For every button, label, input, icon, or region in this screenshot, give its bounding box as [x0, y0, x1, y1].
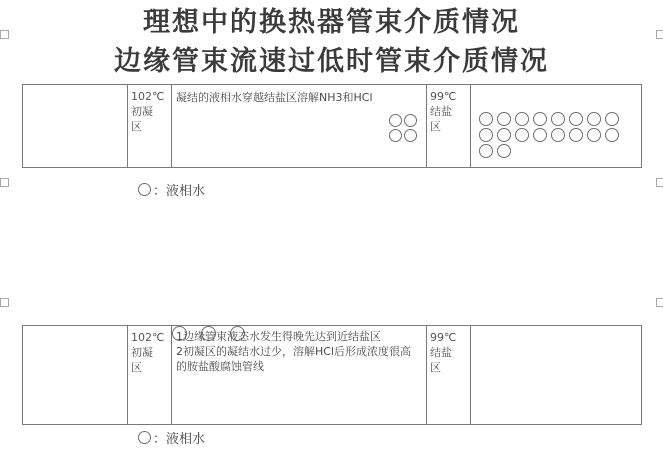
edge-handle-right-middle[interactable] — [656, 178, 663, 187]
water-circle — [605, 112, 619, 126]
section-2-right-label — [427, 330, 470, 375]
edge-handle-left-middle[interactable] — [0, 178, 9, 187]
water-circle — [533, 128, 547, 142]
water-circle — [569, 112, 583, 126]
section-1-left-temp: 102℃ — [131, 90, 165, 103]
section-2-right-line2: 区 — [430, 361, 441, 374]
section-2-salt-zone-column — [471, 326, 641, 424]
section-2-left-line1: 初凝 — [131, 346, 153, 359]
water-circle — [587, 128, 601, 142]
water-circle — [533, 112, 547, 126]
section-1-left-label-column — [128, 85, 172, 167]
water-circle — [404, 129, 417, 142]
section-2-main-column — [172, 326, 427, 424]
water-circle — [497, 128, 511, 142]
edge-handle-left-bottom[interactable] — [0, 298, 9, 307]
section-2-main-text — [176, 329, 422, 374]
section-2-main-text-line-2: 2初凝区的凝结水过少，溶解HCl后形成浓度很高 — [176, 345, 412, 358]
section-2-right-label-column — [427, 326, 471, 424]
water-circle — [479, 112, 493, 126]
section-1-main-text-line-1: 凝结的液相水穿越结盐区溶解NH3和HCl — [176, 91, 373, 104]
section-2-diagram — [22, 325, 642, 425]
section-1-diagram — [22, 84, 642, 168]
section-1-left-line2: 区 — [131, 120, 142, 133]
section-1-salt-zone-cluster — [477, 111, 637, 159]
edge-handle-left-top[interactable] — [0, 30, 9, 39]
section-2-right-temp: 99℃ — [430, 331, 457, 344]
section-1-left-line1: 初凝 — [131, 105, 153, 118]
water-circle — [497, 112, 511, 126]
water-circle — [404, 114, 417, 127]
section-1-main-column — [172, 85, 427, 167]
section-1-right-label — [427, 89, 470, 134]
section-1-legend — [138, 180, 205, 199]
section-1-legend-text: ：液相水 — [153, 184, 206, 199]
section-1-right-temp: 99℃ — [430, 90, 457, 103]
section-2-main-text-line-3: 的胺盐酸腐蚀管线 — [176, 360, 264, 373]
section-2-left-temp: 102℃ — [131, 331, 165, 344]
section-2-left-line2: 区 — [131, 361, 142, 374]
legend-circle-icon — [138, 183, 151, 196]
section-1-left-label — [128, 89, 171, 134]
section-2-legend — [138, 428, 205, 447]
water-circle — [497, 144, 511, 158]
water-circle — [605, 128, 619, 142]
water-circle — [479, 128, 493, 142]
water-circle — [587, 112, 601, 126]
edge-handle-right-top[interactable] — [656, 30, 663, 39]
section-1-water-droplet-cluster — [388, 113, 422, 143]
water-circle — [569, 128, 583, 142]
water-circle — [515, 128, 529, 142]
water-circle — [479, 144, 493, 158]
section-1-right-line1: 结盐 — [430, 105, 452, 118]
water-circle — [551, 112, 565, 126]
water-circle — [389, 129, 402, 142]
section-2-title: 边缘管束流速过低时管束介质情况 — [114, 46, 549, 77]
water-circle — [551, 128, 565, 142]
section-1-right-label-column — [427, 85, 471, 167]
section-2-main-text-line-1: 1边缘管束液态水发生得晚先达到近结盐区 — [176, 330, 381, 343]
section-1-salt-zone-column — [471, 85, 641, 167]
edge-handle-right-bottom[interactable] — [656, 298, 663, 307]
section-1-blank-column — [23, 85, 128, 167]
water-circle — [389, 114, 402, 127]
section-2-right-line1: 结盐 — [430, 346, 452, 359]
section-2-blank-column — [23, 326, 128, 424]
water-circle — [515, 112, 529, 126]
section-2-left-label — [128, 330, 171, 375]
section-1-title: 理想中的换热器管束介质情况 — [143, 7, 520, 38]
section-2-left-label-column — [128, 326, 172, 424]
legend-circle-icon — [138, 431, 151, 444]
section-2-legend-text: ：液相水 — [153, 432, 206, 447]
section-1-right-line2: 区 — [430, 120, 441, 133]
